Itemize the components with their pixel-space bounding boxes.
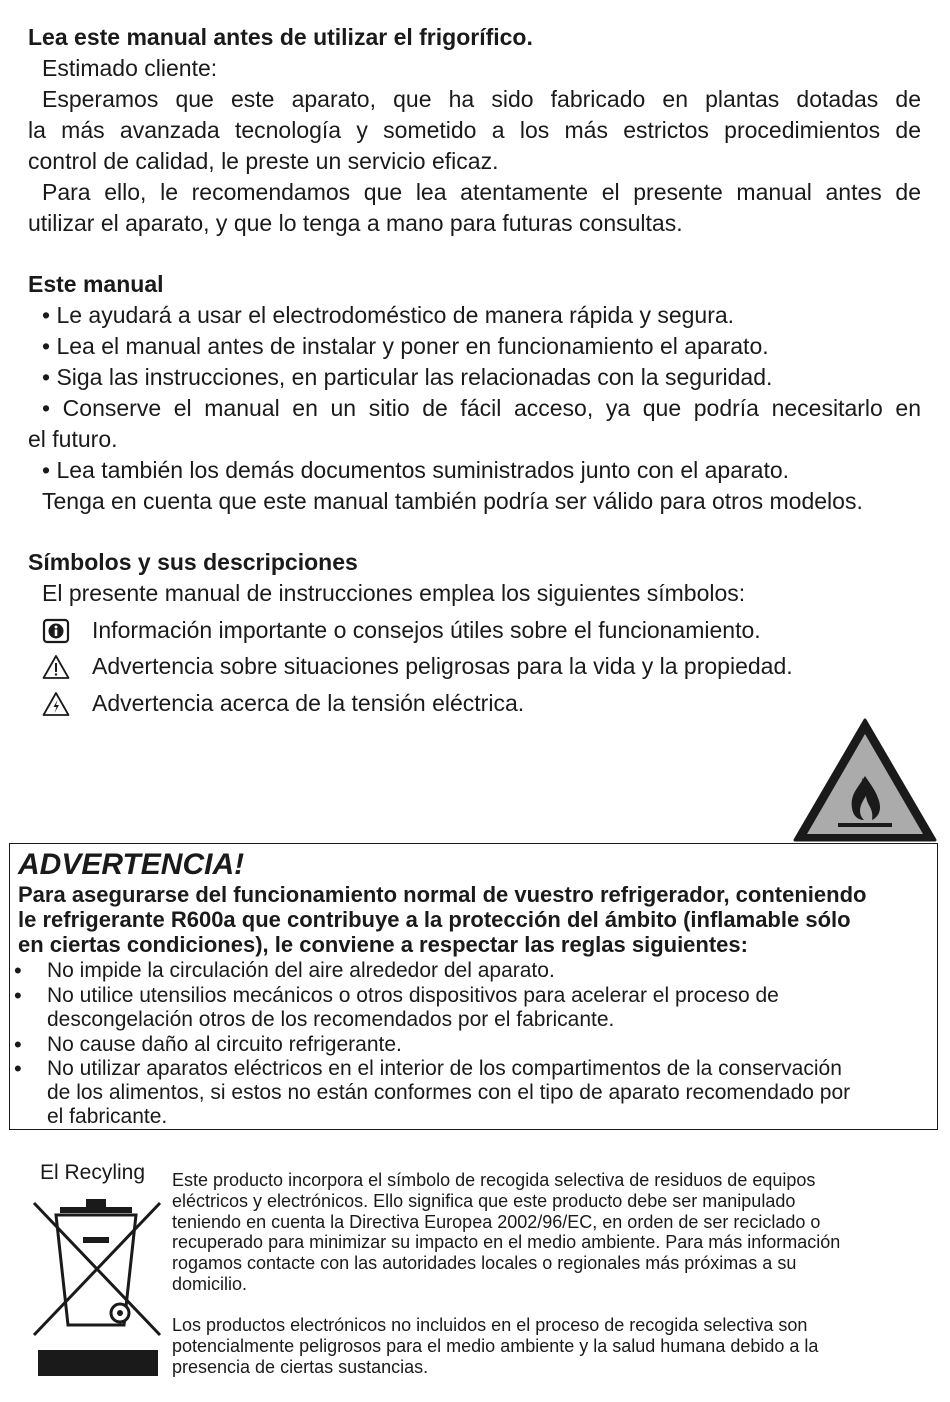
warning-item-continued: descongelación otros de los recomendados por el fabricante. (47, 1008, 615, 1031)
intro-line: Para ello, le recomendamos que lea atentamente el presente manual antes de (42, 179, 921, 205)
recycling-text-line: teniendo en cuenta la Directiva Europea 2002/96/EC, en orden de ser reciclado o (172, 1211, 821, 1232)
manual-bullet-continued: el futuro. (28, 426, 118, 452)
warning-triangle-icon (42, 654, 70, 680)
warning-bullet: • (14, 983, 22, 1008)
intro-line: Esperamos que este aparato, que ha sido fabricado en plantas dotadas de (42, 86, 921, 112)
section-title-manual: Este manual (28, 271, 164, 297)
warning-bullet: • (14, 1056, 22, 1081)
manual-bullet: • Lea también los demás documentos suministrados junto con el aparato. (42, 457, 790, 483)
recycling-label: El Recyling (40, 1161, 146, 1184)
intro-line: la más avanzada tecnología y sometido a los más estrictos procedimientos de (28, 117, 921, 143)
section-title-symbols: Símbolos y sus descripciones (28, 549, 358, 575)
manual-bullet: • Le ayudará a usar el electrodoméstico de manera rápida y segura. (42, 302, 735, 328)
warning-item-continued: de los alimentos, si estos no están conformes con el tipo de aparato recomendado por (47, 1081, 851, 1104)
crossed-out-wheelie-bin-icon (28, 1185, 168, 1380)
warning-item-continued: el fabricante. (47, 1105, 168, 1128)
symbols-intro: El presente manual de instrucciones emplea los siguientes símbolos: (42, 580, 746, 606)
intro-line: utilizar el aparato, y que lo tenga a mano para futuras consultas. (28, 210, 683, 236)
greeting: Estimado cliente: (42, 55, 218, 81)
manual-bullet: • Siga las instrucciones, en particular las relacionadas con la seguridad. (42, 364, 773, 390)
symbol-description: Advertencia sobre situaciones peligrosas para la vida y la propiedad. (92, 653, 793, 679)
recycling-text-line: domicilio. (172, 1274, 248, 1294)
manual-bullet: • Lea el manual antes de instalar y poner en funcionamiento el aparato. (42, 333, 769, 359)
symbol-description: Información importante o consejos útiles sobre el funcionamiento. (92, 617, 761, 643)
info-icon (42, 618, 70, 644)
warning-item: No utilizar aparatos eléctricos en el interior de los compartimentos de la conservación (47, 1057, 842, 1080)
electric-warning-icon (42, 691, 70, 717)
warning-intro-line: en ciertas condiciones), le conviene a respectar las reglas siguientes: (18, 932, 748, 957)
recycling-text-line: presencia de ciertas sustancias. (172, 1356, 429, 1377)
warning-box (9, 843, 938, 1130)
warning-bullet: • (14, 958, 22, 983)
recycling-text-line: Este producto incorpora el símbolo de recogida selectiva de residuos de equipos (172, 1170, 816, 1190)
recycling-text-line: eléctricos y electrónicos. Ello significa que este producto debe ser manipulado (172, 1190, 796, 1211)
recycling-text-line: potencialmente peligrosos para el medio ambiente y la salud humana debido a la (172, 1335, 819, 1356)
warning-intro-line: le refrigerante R600a que contribuye a la protección del ámbito (inflamable sólo (18, 907, 851, 932)
warning-item: No cause daño al circuito refrigerante. (47, 1033, 402, 1056)
page-title: Lea este manual antes de utilizar el frigorífico. (28, 24, 533, 50)
manual-bullet: • Conserve el manual en un sitio de fácil acceso, ya que podría necesitarlo en (42, 395, 921, 421)
warning-title: ADVERTENCIA! (18, 848, 245, 881)
recycling-text-line: recuperado para minimizar su impacto en el medio ambiente. Para más información (172, 1232, 841, 1253)
warning-item: No utilice utensilios mecánicos o otros dispositivos para acelerar el proceso de (47, 984, 779, 1007)
warning-bullet: • (14, 1032, 22, 1057)
warning-item: No impide la circulación del aire alrededor del aparato. (47, 959, 555, 982)
symbol-description: Advertencia acerca de la tensión eléctrica. (92, 690, 525, 716)
warning-intro-line: Para asegurarse del funcionamiento normal de vuestro refrigerador, conteniendo (18, 882, 867, 907)
intro-line: control de calidad, le preste un servicio eficaz. (28, 148, 499, 174)
flammable-warning-icon (792, 716, 938, 844)
recycling-text-line: Los productos electrónicos no incluidos en el proceso de recogida selectiva son (172, 1315, 808, 1335)
recycling-text-line: rogamos contacte con las autoridades locales o regionales más próximas a su (172, 1253, 797, 1274)
manual-note: Tenga en cuenta que este manual también podría ser válido para otros modelos. (42, 488, 863, 514)
